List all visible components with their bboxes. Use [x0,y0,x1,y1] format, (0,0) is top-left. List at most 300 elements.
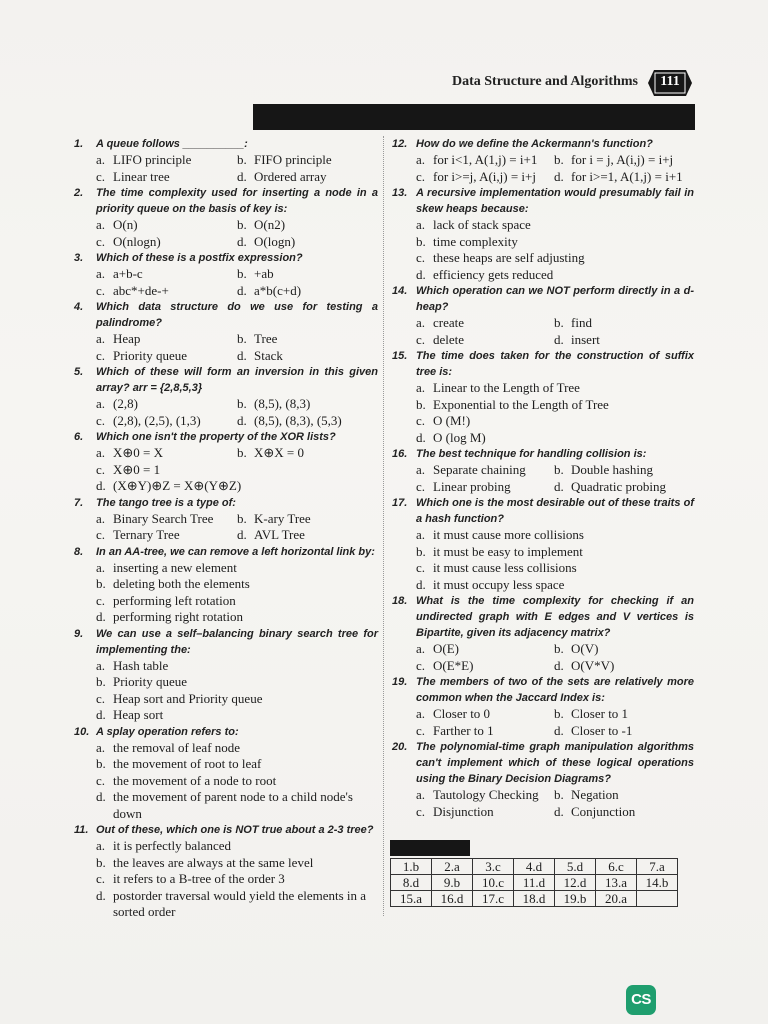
option-item [96,283,237,300]
option-text: Priority queue [113,674,188,689]
option-item [237,217,378,234]
option-text: find [571,315,592,330]
question-number: 16. [392,448,408,460]
option-letter: a. [416,217,426,232]
option-text: it is perfectly balanced [113,838,232,853]
running-title: Data Structure and Algorithms [451,74,638,89]
answer-row [391,891,678,907]
answer-row [391,859,678,875]
option-row [416,430,694,447]
option-letter: d. [554,722,564,738]
option-text: X⊕0 = 1 [113,461,161,477]
option-letter: d. [237,527,247,542]
option-text: for i>=j, A(i,j) = i+j [433,168,536,184]
option-text: O(nlogn) [113,233,161,249]
option-letter: b. [416,233,426,249]
question-options [96,217,378,250]
question-item [392,593,694,674]
question-text: A queue follows __________: [96,138,248,150]
question-item [74,136,378,185]
option-item [96,674,378,691]
option-item [416,250,694,267]
option-text: X⊕X = 0 [254,445,305,460]
option-text: performing left rotation [113,592,236,608]
option-text: inserting a new element [113,559,237,575]
option-item [554,658,692,675]
option-item [96,413,237,430]
option-letter: b. [96,756,106,771]
answer-cell: 3.c [473,859,514,875]
question-text: A splay operation refers to: [96,725,239,738]
option-row [416,527,694,544]
answer-cell: 14.b [637,875,678,891]
option-letter: b. [554,787,564,802]
question-text: The best technique for handling collision is: [416,448,647,460]
question-options [96,838,378,921]
option-letter: d. [416,576,426,592]
option-letter: a. [96,396,106,411]
option-text: time complexity [433,233,518,249]
answer-cell: 11.d [514,875,555,891]
question-item [74,364,378,429]
option-item [416,413,694,430]
option-item [554,706,692,723]
option-text: the leaves are always at the same level [113,854,314,870]
option-row [416,332,694,349]
option-item [416,787,554,804]
option-letter: c. [96,690,106,706]
question-text: The members of two of the sets are relatively more common when the Jaccard Index is: [416,676,694,704]
option-letter: a. [96,152,106,167]
question-options [96,740,378,823]
option-letter: a. [96,657,106,673]
option-letter: c. [416,803,426,819]
question-item [392,739,694,820]
page-number: 111 [660,74,680,89]
answer-cell: 20.a [596,891,637,907]
answer-cell: 7.a [637,859,678,875]
option-item [416,479,554,496]
question-item [74,495,378,544]
option-text: these heaps are self adjusting [433,250,585,265]
option-letter: a. [96,739,106,755]
option-text: insert [571,331,600,347]
option-item [237,234,378,251]
option-row [96,674,378,691]
question-options [96,511,378,544]
question-options [96,396,378,429]
option-row [416,380,694,397]
option-item [237,396,378,413]
question-text: We can use a self–balancing binary search tree for implementing the: [96,627,378,656]
option-row [416,560,694,577]
option-text: deleting both the elements [113,576,250,591]
question-options [416,217,694,283]
option-item [416,658,554,675]
option-row [96,773,378,790]
option-letter: c. [96,461,106,477]
option-letter: a. [96,445,106,460]
option-row [96,511,378,528]
answer-cell: 12.d [555,875,596,891]
option-text: (X⊕Y)⊕Z = X⊕(Y⊕Z) [113,478,242,493]
option-letter: b. [237,217,247,232]
option-row [96,560,378,577]
option-text: O(n) [113,217,138,232]
question-text: The time does taken for the construction of suffix tree is: [416,350,694,378]
option-text: Quadratic probing [571,478,666,494]
option-text: the movement of parent node to a child node's down [113,789,353,821]
option-text: a*b(c+d) [254,282,302,298]
answer-cell: 6.c [596,859,637,875]
question-item [74,429,378,495]
question-number: 3. [74,252,84,264]
option-row [416,577,694,594]
option-item [96,740,378,757]
option-row [416,544,694,561]
option-row [96,855,378,872]
question-options [96,658,378,724]
question-options [416,152,694,185]
option-text: delete [433,331,465,347]
question-text: The tango tree is a type of: [96,496,236,509]
answer-cell: 1.b [391,859,432,875]
option-item [416,544,694,561]
option-row [416,267,694,284]
option-letter: d. [237,347,247,363]
option-letter: d. [554,803,564,819]
option-text: Closer to 1 [571,706,629,721]
question-item [74,822,378,921]
option-row [416,658,694,675]
option-text: Binary Search Tree [113,510,214,526]
option-text: Tautology Checking [433,787,539,802]
question-text: Which operation can we NOT perform directly in a d-heap? [416,285,694,313]
option-item [554,462,692,479]
option-letter: a. [96,559,106,575]
question-item [392,283,694,348]
option-row [96,169,378,186]
option-letter: b. [416,396,426,412]
page-header [0,70,768,100]
option-item [96,478,378,495]
option-letter: b. [554,641,564,656]
answer-cell: 18.d [514,891,555,907]
option-item [554,479,692,496]
answer-cell: 9.b [432,875,473,891]
option-row [96,707,378,724]
question-text: Which data structure do we use for testing a palindrome? [96,301,378,329]
option-text: the removal of leaf node [113,739,241,755]
option-text: O(V*V) [571,657,615,673]
option-item [237,348,378,365]
option-item [96,511,237,528]
question-text: Which one is the most desirable out of these traits of a hash function? [416,497,694,525]
option-text: postorder traversal would yield the elements in a sorted order [113,887,367,919]
option-item [237,331,378,348]
option-text: Heap sort [113,707,164,722]
option-text: O (M!) [433,413,471,428]
option-row [96,152,378,169]
question-text: Which of these is a postfix expression? [96,252,303,264]
option-item [237,413,378,430]
option-row [416,479,694,496]
option-letter: d. [96,478,106,493]
option-letter: c. [416,722,426,738]
option-letter: b. [237,152,247,167]
question-item [392,136,694,185]
answer-cell [637,891,678,907]
option-letter: c. [96,871,106,886]
option-item [237,511,378,528]
option-item [96,658,378,675]
option-text: Farther to 1 [433,722,494,738]
right-column [392,136,694,820]
option-item [96,348,237,365]
option-item [554,641,692,658]
question-options [416,641,694,674]
option-item [554,804,692,821]
option-item [237,169,378,186]
option-row [96,283,378,300]
question-options [96,445,378,495]
option-item [416,315,554,332]
question-text: What is the time complexity for checking if an undirected graph with E edges and V vertices is Bipartite, given its adjacency matrix? [416,595,694,639]
option-item [96,855,378,872]
option-row [416,462,694,479]
option-letter: c. [96,527,106,542]
option-row [416,250,694,267]
option-letter: c. [96,168,106,184]
answers-heading-bar [390,840,470,856]
option-item [96,266,237,283]
option-row [96,462,378,479]
option-letter: b. [554,152,564,167]
option-item [554,152,692,169]
option-letter: a. [416,315,426,330]
option-text: O(V) [571,641,599,656]
question-number: 8. [74,545,84,558]
question-options [416,706,694,739]
option-letter: c. [96,412,106,428]
option-row [416,641,694,658]
question-item [392,495,694,593]
option-text: for i<1, A(1,j) = i+1 [433,152,538,167]
question-number: 17. [392,497,408,509]
option-text: it must be easy to implement [433,543,583,559]
option-text: efficiency gets reduced [433,266,554,282]
option-letter: a. [96,838,106,853]
option-letter: a. [96,266,106,281]
option-row [96,871,378,888]
answer-cell: 2.a [432,859,473,875]
option-letter: d. [96,789,106,804]
option-text: a+b-c [113,266,143,281]
option-letter: b. [96,576,106,591]
option-text: it refers to a B-tree of the order 3 [113,871,285,886]
option-letter: a. [416,462,426,477]
option-row [96,576,378,593]
option-item [416,169,554,186]
option-item [237,152,378,169]
option-item [416,804,554,821]
option-letter: c. [96,347,106,363]
option-row [96,348,378,365]
option-text: it must occupy less space [433,576,565,592]
option-text: O(E*E) [433,657,474,673]
option-text: lack of stack space [433,217,531,232]
option-item [96,152,237,169]
option-text: Closer to -1 [571,722,633,738]
option-letter: c. [416,331,426,347]
option-row [416,152,694,169]
question-number: 15. [392,350,408,362]
question-number: 13. [392,187,408,199]
answer-cell: 19.b [555,891,596,907]
column-divider [383,136,385,916]
option-item [237,445,378,462]
question-text: How do we define the Ackermann's function? [416,138,653,150]
answer-cell: 10.c [473,875,514,891]
option-text: Hash table [113,657,169,673]
option-text: X⊕0 = X [113,445,164,460]
option-text: Conjunction [571,803,636,819]
question-text: The polynomial-time graph manipulation algorithms can't implement which of these logical operations using the Binary Decision Diagrams? [416,741,694,785]
option-text: (2,8) [113,396,138,411]
question-item [74,724,378,823]
option-text: Priority queue [113,347,188,363]
question-number: 4. [74,301,84,313]
left-column [74,136,378,921]
option-item [416,267,694,284]
camscanner-logo: CS [626,985,656,1015]
option-letter: c. [96,772,106,788]
option-row [416,723,694,740]
option-letter: c. [96,592,106,608]
option-text: FIFO principle [254,152,332,167]
option-item [237,266,378,283]
option-text: Disjunction [433,803,494,819]
question-number: 20. [392,741,408,753]
question-text: Which of these will form an inversion in this given array? arr = {2,8,5,3} [96,366,378,394]
option-text: Separate chaining [433,462,526,477]
question-options [416,315,694,348]
option-text: AVL Tree [254,527,305,542]
question-item [74,626,378,724]
option-row [96,593,378,610]
answer-cell: 16.d [432,891,473,907]
option-text: Closer to 0 [433,706,491,721]
answer-key-table [390,858,678,907]
option-text: Double hashing [571,462,653,477]
option-text: it must cause less collisions [433,560,577,575]
question-item [392,446,694,495]
option-item [237,283,378,300]
option-text: O (log M) [433,429,486,445]
option-text: O(E) [433,641,459,656]
option-text: Negation [571,787,619,802]
option-row [416,234,694,251]
option-item [96,609,378,626]
option-item [416,577,694,594]
option-row [416,315,694,332]
option-item [96,527,237,544]
option-item [96,560,378,577]
option-letter: b. [237,445,247,460]
option-row [416,217,694,234]
option-row [96,691,378,708]
option-letter: c. [416,250,426,265]
option-text: Tree [254,331,278,346]
option-text: +ab [254,266,274,281]
option-text: create [433,315,465,330]
option-letter: a. [96,217,106,232]
option-item [96,169,237,186]
option-letter: c. [96,282,106,298]
option-item [416,152,554,169]
question-options [416,787,694,820]
question-item [74,544,378,626]
question-options [416,462,694,495]
question-number: 1. [74,138,84,150]
option-row [96,888,378,921]
option-item [96,691,378,708]
option-item [416,332,554,349]
option-letter: a. [416,706,426,721]
option-letter: d. [237,282,247,298]
question-item [74,299,378,364]
answer-cell: 5.d [555,859,596,875]
option-item [96,871,378,888]
option-text: O(logn) [254,233,296,249]
question-number: 2. [74,187,84,199]
option-item [96,331,237,348]
option-letter: a. [96,510,106,526]
option-item [96,756,378,773]
answer-cell: 13.a [596,875,637,891]
option-item [96,838,378,855]
option-item [416,217,694,234]
option-letter: b. [554,315,564,330]
option-row [96,234,378,251]
question-options [96,266,378,299]
question-item [74,185,378,250]
question-number: 5. [74,366,84,378]
question-number: 12. [392,138,408,150]
question-options [416,527,694,593]
option-letter: c. [416,478,426,494]
question-text: Which one isn't the property of the XOR lists? [96,431,336,443]
option-text: the movement of a node to root [113,772,277,788]
option-letter: d. [237,168,247,184]
question-number: 11. [74,824,89,836]
option-letter: b. [554,706,564,721]
option-letter: d. [554,168,564,184]
option-letter: d. [96,887,106,903]
option-row [96,413,378,430]
option-item [416,560,694,577]
option-row [96,789,378,822]
option-text: abc*+de-+ [113,282,169,298]
option-item [416,397,694,414]
option-row [416,804,694,821]
option-letter: b. [416,543,426,559]
option-item [96,396,237,413]
option-row [96,396,378,413]
option-text: Ordered array [254,168,327,184]
question-number: 19. [392,676,408,688]
option-text: Linear tree [113,168,170,184]
